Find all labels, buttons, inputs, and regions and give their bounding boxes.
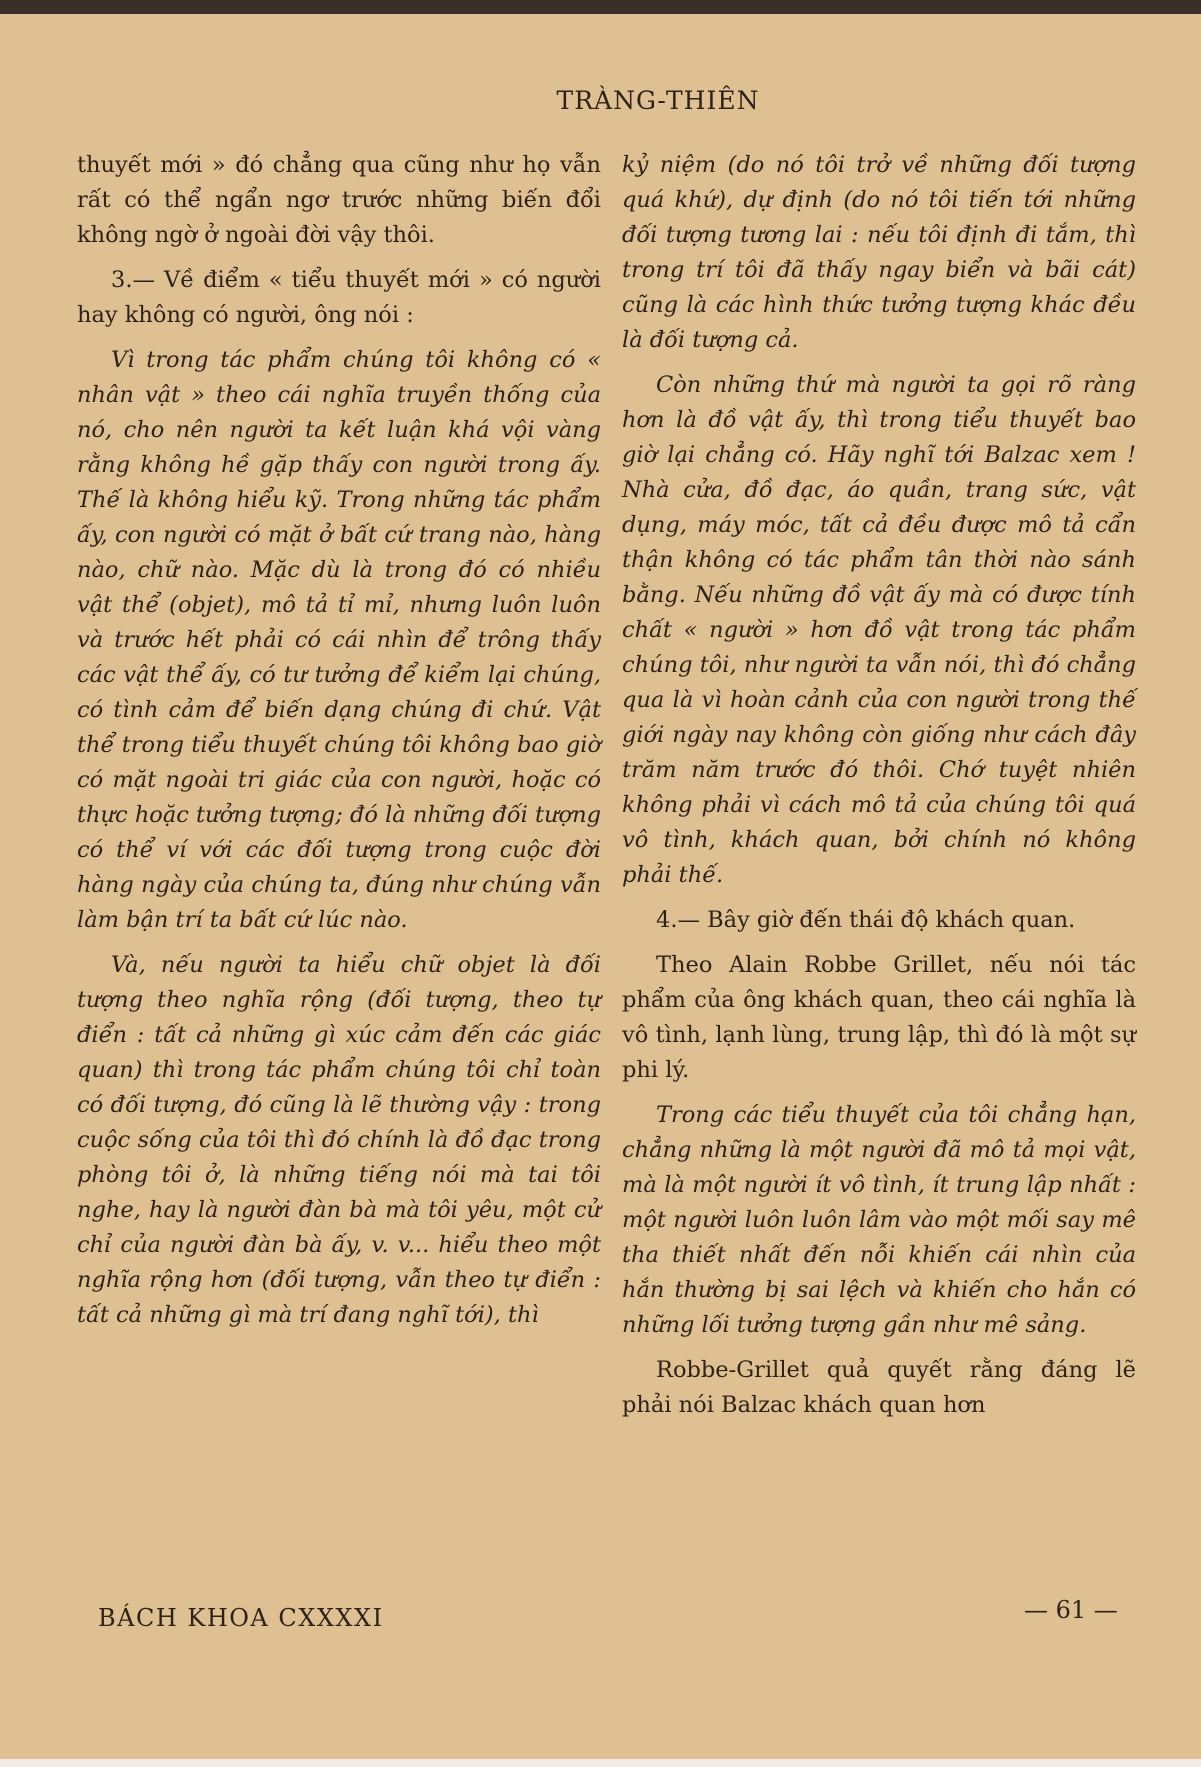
paragraph: thuyết mới » đó chẳng qua cũng như họ vẫn rất có thể ngẩn ngơ trước những biến đổi không ngờ ở ngoài đời vậy thôi. [77, 152, 601, 248]
paragraph: Theo Alain Robbe Grillet, nếu nói tác phẩm của ông khách quan, theo cái nghĩa là vô tình, lạnh lùng, trung lập, thì đó là một sự phi lý. [622, 952, 1136, 1083]
paragraph: Còn những thứ mà người ta gọi rõ ràng hơn là đồ vật ấy, thì trong tiểu thuyết bao giờ lại chẳng có. Hãy nghĩ tới Balzac xem ! Nhà cửa, đồ đạc, áo quần, trang sức, vật dụng, máy móc, tất cả đều được mô tả cẩn thận không có tác phẩm tân thời nào sánh bằng. Nếu những đồ vật ấy mà có được tính chất « người » hơn đồ vật trong tác phẩm chúng tôi, như người ta vẫn nói, thì đó chẳng qua là vì hoàn cảnh của con người trong thế giới ngày nay không còn giống như cách đây trăm năm trước đó thôi. Chớ tuyệt nhiên không phải vì cách mô tả của chúng tôi quá vô tình, khách quan, bởi chính nó không phải thế. [622, 372, 1136, 888]
paragraph: 3.— Về điểm « tiểu thuyết mới » có người hay không có người, ông nói : [77, 267, 601, 328]
paragraph: Và, nếu người ta hiểu chữ objet là đối tượng theo nghĩa rộng (đối tượng, theo tự điển : tất cả những gì xúc cảm đến các giác quan) thì trong tác phẩm chúng tôi chỉ toàn có đối tượng, đó cũng là lẽ thường vậy : trong cuộc sống của tôi thì đó chính là đồ đạc trong phòng tôi ở, là những tiếng nói mà tai tôi nghe, hay là người đàn bà mà tôi yêu, một cử chỉ của người đàn bà ấy, v. v... hiểu theo một nghĩa rộng hơn (đối tượng, vẫn theo tự điển : tất cả những gì mà trí đang nghĩ tới), thì [77, 952, 601, 1328]
publication-footer: BÁCH KHOA CXXXXI [98, 1604, 384, 1632]
page-bottom-edge [0, 1759, 1201, 1767]
paragraph: Trong các tiểu thuyết của tôi chẳng hạn, chẳng những là một người đã mô tả mọi vật, mà là một người ít vô tình, ít trung lập nhất : một người luôn luôn lâm vào một mối say mê tha thiết nhất đến nỗi khiến cái nhìn của hắn thường bị sai lệch và khiến cho hắn có những lối tưởng tượng gần như mê sảng. [622, 1102, 1136, 1338]
paragraph: Robbe-Grillet quả quyết rằng đáng lẽ phải nói Balzac khách quan hơn [622, 1357, 1136, 1418]
running-header: TRÀNG-THIÊN [556, 86, 760, 115]
page-top-edge [0, 0, 1201, 14]
right-column [622, 148, 1136, 1433]
paragraph: 4.— Bây giờ đến thái độ khách quan. [656, 907, 1076, 933]
paragraph: kỷ niệm (do nó tôi trở về những đối tượng quá khứ), dự định (do nó tôi tiến tới những đối tượng tương lai : nếu tôi định đi tắm, thì trong trí tôi đã thấy ngay biển và bãi cát) cũng là các hình thức tưởng tượng khác đều là đối tượng cả. [622, 152, 1136, 353]
paragraph: Vì trong tác phẩm chúng tôi không có « nhân vật » theo cái nghĩa truyền thống của nó, cho nên người ta kết luận khá vội vàng rằng không hề gặp thấy con người trong ấy. Thế là không hiểu kỹ. Trong những tác phẩm ấy, con người có mặt ở bất cứ trang nào, hàng nào, chữ nào. Mặc dù là trong đó có nhiều vật thể (objet), mô tả tỉ mỉ, nhưng luôn luôn và trước hết phải có cái nhìn để trông thấy các vật thể ấy, có tư tưởng để kiểm lại chúng, có tình cảm để biến dạng chúng đi chứ. Vật thể trong tiểu thuyết chúng tôi không bao giờ có mặt ngoài tri giác của con người, hoặc có thực hoặc tưởng tượng; đó là những đối tượng có thể ví với các đối tượng trong cuộc đời hàng ngày của chúng ta, đúng như chúng vẫn làm bận trí ta bất cứ lúc nào. [77, 347, 601, 933]
left-column [77, 148, 601, 1343]
page-number: — 61 — [1024, 1596, 1118, 1624]
